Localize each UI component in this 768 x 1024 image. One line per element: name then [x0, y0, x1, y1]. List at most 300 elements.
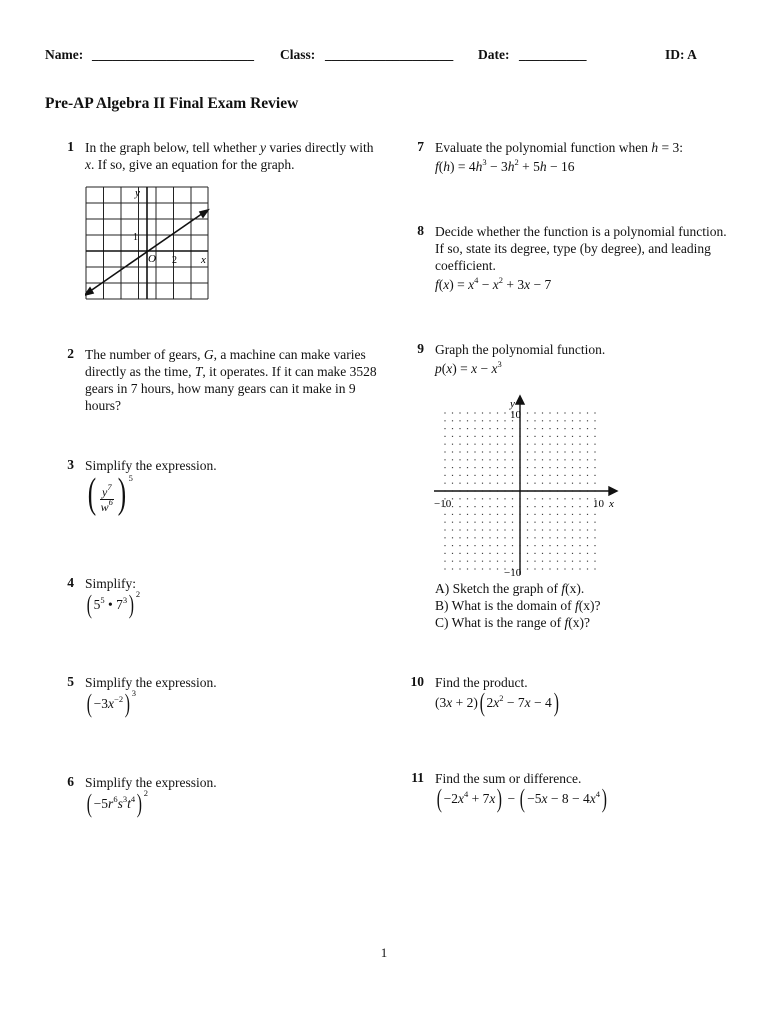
grid-dot — [534, 537, 535, 538]
grid-dot — [504, 506, 505, 507]
grid-dot — [459, 529, 460, 530]
grid-dot — [504, 459, 505, 460]
grid-dot — [444, 514, 445, 515]
grid-dot — [564, 467, 565, 468]
grid-dot — [579, 483, 580, 484]
grid-dot — [459, 537, 460, 538]
grid-dot — [452, 568, 453, 569]
grid-dot — [467, 553, 468, 554]
grid-dot — [497, 475, 498, 476]
grid-dot — [542, 436, 543, 437]
question-4: Simplify: ( $5^5$ • $7^3$) $^2$ — [85, 575, 385, 615]
grid-dot — [512, 451, 513, 452]
grid-dot — [534, 459, 535, 460]
question-number: 8 — [417, 223, 424, 238]
grid-dot — [534, 483, 535, 484]
grid-dot — [482, 522, 483, 523]
grid-dot — [527, 498, 528, 499]
grid-dot — [459, 412, 460, 413]
grid-dot — [467, 483, 468, 484]
question-number: 5 — [67, 674, 74, 689]
grid-dot — [549, 412, 550, 413]
grid-dot — [527, 444, 528, 445]
grid-dot — [452, 522, 453, 523]
grid-dot — [557, 475, 558, 476]
grid-dot — [482, 467, 483, 468]
grid-dot — [444, 428, 445, 429]
grid-dot — [467, 514, 468, 515]
grid-dot — [587, 459, 588, 460]
grid-dot — [512, 436, 513, 437]
grid-dot — [594, 483, 595, 484]
grid-dot — [467, 451, 468, 452]
grid-dot — [594, 436, 595, 437]
grid-dot — [452, 436, 453, 437]
grid-dot — [527, 537, 528, 538]
grid-dot — [497, 498, 498, 499]
grid-dot — [527, 506, 528, 507]
grid-dot — [504, 420, 505, 421]
grid-dot — [482, 420, 483, 421]
grid-x-max: 10 — [593, 498, 604, 510]
grid-dot — [467, 428, 468, 429]
grid-dot — [587, 568, 588, 569]
grid-dot — [444, 420, 445, 421]
grid-x-min: −10 — [434, 498, 452, 510]
date-line[interactable]: __________ — [519, 47, 587, 62]
grid-dot — [579, 467, 580, 468]
grid-dot — [564, 459, 565, 460]
grid-dot — [564, 475, 565, 476]
grid-dot — [557, 436, 558, 437]
grid-dot — [527, 428, 528, 429]
grid-dot — [572, 444, 573, 445]
question-number: 2 — [67, 346, 74, 361]
grid-dot — [482, 561, 483, 562]
grid-dot — [542, 451, 543, 452]
grid-dot — [497, 529, 498, 530]
grid-dot — [579, 522, 580, 523]
grid-dot — [594, 568, 595, 569]
grid-dot — [587, 553, 588, 554]
grid-dot — [557, 459, 558, 460]
question-9: Graph the polynomial function. $p(x) = x - x^3$ — [435, 341, 735, 378]
grid-dot — [587, 545, 588, 546]
grid-dot — [482, 436, 483, 437]
grid-dot — [489, 436, 490, 437]
grid-dot — [579, 498, 580, 499]
grid-dot — [489, 506, 490, 507]
exam-id: ID: A — [665, 47, 697, 62]
grid-dot — [557, 522, 558, 523]
grid-dot — [557, 529, 558, 530]
grid-dot — [489, 522, 490, 523]
grid-dot — [474, 553, 475, 554]
grid-dot — [482, 451, 483, 452]
grid-dot — [452, 529, 453, 530]
grid-dot — [534, 498, 535, 499]
grid-dot — [504, 522, 505, 523]
grid-dot — [594, 514, 595, 515]
grid-dot — [444, 561, 445, 562]
grid-dot — [459, 451, 460, 452]
grid-dot — [549, 428, 550, 429]
question-10: Find the product. (3x + 2)( $2x^2 - 7x - 4$) — [435, 674, 735, 713]
grid-dot — [489, 451, 490, 452]
grid-dot — [482, 545, 483, 546]
grid-dot — [564, 545, 565, 546]
grid-dot — [579, 506, 580, 507]
grid-dot — [564, 522, 565, 523]
grid-dot — [587, 420, 588, 421]
grid-dot — [474, 568, 475, 569]
grid-dot — [489, 428, 490, 429]
grid-dot — [579, 561, 580, 562]
grid-dot — [534, 553, 535, 554]
grid-dot — [482, 553, 483, 554]
grid-dot — [549, 553, 550, 554]
grid-dot — [527, 475, 528, 476]
grid-dot — [452, 498, 453, 499]
grid-dot — [452, 459, 453, 460]
grid-dot — [467, 436, 468, 437]
grid-dot — [557, 561, 558, 562]
grid-dot — [467, 561, 468, 562]
question-number: 11 — [411, 770, 424, 785]
grid-dot — [564, 436, 565, 437]
grid-dot — [572, 459, 573, 460]
grid-dot — [489, 553, 490, 554]
grid-dot — [489, 529, 490, 530]
grid-dot — [474, 436, 475, 437]
grid-dot — [579, 475, 580, 476]
grid-y-label: y — [510, 398, 515, 410]
grid-dot — [452, 553, 453, 554]
grid-dot — [534, 412, 535, 413]
grid-dot — [512, 514, 513, 515]
grid-dot — [594, 412, 595, 413]
grid-dot — [512, 553, 513, 554]
grid-dot — [572, 436, 573, 437]
grid-dot — [497, 514, 498, 515]
grid-dot — [579, 412, 580, 413]
grid-dot — [444, 483, 445, 484]
grid-dot — [452, 483, 453, 484]
grid-dot — [497, 483, 498, 484]
grid-dot — [579, 428, 580, 429]
grid-dot — [542, 522, 543, 523]
grid-dot — [564, 412, 565, 413]
grid-dot — [587, 436, 588, 437]
grid-dot — [579, 436, 580, 437]
grid-dot — [527, 467, 528, 468]
grid-dot — [542, 444, 543, 445]
grid-dot — [572, 498, 573, 499]
grid-dot — [489, 459, 490, 460]
expression: ( $5^5$ • $7^3$) $^2$ — [86, 589, 141, 619]
grid-dot — [527, 545, 528, 546]
grid-dot — [474, 459, 475, 460]
question-8: Decide whether the function is a polynomial function. If so, state its degree, type (by degree), and leading coefficient. $f(x) = x^4 - x^2 + 3x - 7$ — [435, 224, 727, 292]
grid-dot — [564, 514, 565, 515]
question-3: Simplify the expression. ( $\frac{y^7}{w^6}$ ) $^5$ — [85, 457, 385, 514]
grid-dot — [594, 451, 595, 452]
grid-dot — [587, 506, 588, 507]
grid-dot — [579, 545, 580, 546]
grid-dot — [459, 428, 460, 429]
grid-dot — [557, 553, 558, 554]
grid-dot — [512, 561, 513, 562]
grid-dot — [572, 451, 573, 452]
question-number: 1 — [67, 139, 74, 154]
part-b: B) What is the domain of f(x)? — [435, 598, 601, 613]
question-9-parts — [435, 580, 735, 631]
grid-dot — [557, 537, 558, 538]
grid-dot — [557, 545, 558, 546]
grid-dot — [474, 561, 475, 562]
graph-tick-label: 2 — [172, 255, 177, 266]
grid-dot — [527, 553, 528, 554]
grid-dot — [542, 506, 543, 507]
grid-dot — [564, 451, 565, 452]
grid-dot — [512, 506, 513, 507]
grid-dot — [542, 467, 543, 468]
grid-dot — [557, 412, 558, 413]
grid-dot — [497, 420, 498, 421]
grid-dot — [474, 537, 475, 538]
blank-coordinate-grid[interactable] — [430, 393, 622, 579]
part-c: C) What is the range of f(x)? — [435, 615, 590, 630]
grid-dot — [497, 451, 498, 452]
grid-dot — [497, 444, 498, 445]
grid-dot — [549, 459, 550, 460]
grid-dot — [549, 467, 550, 468]
grid-dot — [459, 467, 460, 468]
grid-dot — [452, 428, 453, 429]
grid-dot — [542, 553, 543, 554]
class-label: Class: — [280, 47, 316, 62]
grid-dot — [467, 568, 468, 569]
grid-dot — [459, 459, 460, 460]
grid-dot — [444, 529, 445, 530]
name-label: Name: — [45, 47, 84, 62]
grid-dot — [474, 420, 475, 421]
graph-x-label: x — [201, 254, 206, 266]
graph-y-label: y — [135, 187, 140, 199]
grid-dot — [489, 498, 490, 499]
grid-dot — [467, 498, 468, 499]
grid-dot — [452, 545, 453, 546]
grid-dot — [467, 475, 468, 476]
grid-dot — [474, 498, 475, 499]
grid-dot — [504, 467, 505, 468]
grid-dot — [482, 428, 483, 429]
grid-dot — [459, 436, 460, 437]
question-2: The number of gears, G, a machine can make varies directly as the time, T, it operates. If it can make 3528 gears in 7 hours, how many gears can it make in 9 hours? — [85, 347, 377, 413]
grid-dot — [444, 444, 445, 445]
grid-dot — [474, 412, 475, 413]
class-line[interactable]: ___________________ — [325, 47, 454, 62]
grid-dot — [474, 514, 475, 515]
grid-dot — [459, 561, 460, 562]
grid-dot — [557, 514, 558, 515]
grid-dot — [474, 444, 475, 445]
grid-dot — [467, 444, 468, 445]
grid-dot — [572, 420, 573, 421]
question-number: 7 — [417, 139, 424, 154]
grid-dot — [444, 568, 445, 569]
question-7: Evaluate the polynomial function when h = 3: $f(h) = 4h^3 - 3h^2 + 5h - 16$ — [435, 139, 735, 176]
grid-dot — [557, 483, 558, 484]
grid-dot — [587, 451, 588, 452]
expression: $f(x) = x^4 - x^2 + 3x - 7$ — [435, 275, 552, 292]
grid-y-max: 10 — [510, 409, 521, 421]
grid-dot — [482, 537, 483, 538]
grid-dot — [489, 420, 490, 421]
expression: ( $\frac{y^7}{w^6}$ ) $^5$ — [87, 471, 133, 517]
part-a: A) Sketch the graph of f(x). — [435, 581, 585, 596]
grid-dot — [564, 498, 565, 499]
grid-dot — [564, 506, 565, 507]
grid-dot — [579, 529, 580, 530]
question-11: Find the sum or difference. ( $-2x^4 + 7x$) − ( $-5x - 8 - 4x^4$) — [435, 770, 735, 809]
grid-dot — [504, 483, 505, 484]
grid-dot — [452, 451, 453, 452]
grid-dot — [444, 553, 445, 554]
grid-dot — [542, 475, 543, 476]
name-line[interactable]: ________________________ — [92, 47, 254, 62]
grid-dot — [542, 561, 543, 562]
grid-dot — [497, 506, 498, 507]
grid-dot — [564, 529, 565, 530]
grid-dot — [489, 412, 490, 413]
grid-dot — [557, 506, 558, 507]
grid-dot — [587, 514, 588, 515]
grid-dot — [452, 420, 453, 421]
grid-dot — [527, 561, 528, 562]
grid-dot — [467, 545, 468, 546]
grid-dot — [504, 475, 505, 476]
grid-dot — [579, 420, 580, 421]
grid-dot — [452, 475, 453, 476]
expression: ( $-2x^4 + 7x$) − ( $-5x - 8 - 4x^4$) — [436, 784, 607, 813]
grid-dot — [512, 522, 513, 523]
grid-dot — [557, 428, 558, 429]
grid-dot — [587, 467, 588, 468]
grid-dot — [534, 451, 535, 452]
grid-dot — [527, 529, 528, 530]
grid-dot — [497, 428, 498, 429]
grid-dot — [534, 561, 535, 562]
grid-dot — [557, 420, 558, 421]
grid-dot — [482, 412, 483, 413]
grid-dot — [482, 498, 483, 499]
grid-dot — [572, 514, 573, 515]
question-number: 6 — [67, 774, 74, 789]
grid-dot — [489, 545, 490, 546]
grid-dot — [474, 529, 475, 530]
grid-dot — [557, 568, 558, 569]
grid-dot — [467, 412, 468, 413]
grid-dot — [542, 529, 543, 530]
grid-dot — [549, 444, 550, 445]
grid-dot — [534, 467, 535, 468]
grid-dot — [527, 514, 528, 515]
grid-dot — [594, 475, 595, 476]
page-title: Pre-AP Algebra II Final Exam Review — [45, 95, 299, 112]
grid-dot — [594, 545, 595, 546]
grid-dot — [542, 412, 543, 413]
grid-dot — [444, 545, 445, 546]
grid-dot — [542, 483, 543, 484]
grid-dot — [542, 514, 543, 515]
grid-dot — [452, 506, 453, 507]
grid-dot — [512, 444, 513, 445]
grid-dot — [444, 475, 445, 476]
grid-dot — [557, 444, 558, 445]
grid-dot — [527, 522, 528, 523]
grid-dot — [549, 436, 550, 437]
grid-dot — [497, 568, 498, 569]
grid-dot — [482, 483, 483, 484]
grid-dot — [489, 561, 490, 562]
grid-dot — [504, 412, 505, 413]
date-label: Date: — [478, 47, 510, 62]
grid-dot — [474, 467, 475, 468]
grid-dot — [579, 514, 580, 515]
grid-dot — [557, 467, 558, 468]
grid-dot — [549, 506, 550, 507]
grid-dot — [467, 420, 468, 421]
grid-dot — [504, 553, 505, 554]
grid-dot — [489, 537, 490, 538]
grid-dot — [549, 545, 550, 546]
grid-dot — [512, 459, 513, 460]
graph-tick-label: 1 — [133, 232, 138, 243]
grid-dot — [572, 412, 573, 413]
grid-dot — [527, 436, 528, 437]
expression: (3x + 2)( $2x^2 - 7x - 4$) — [435, 688, 559, 717]
grid-dot — [504, 451, 505, 452]
question-number: 4 — [67, 575, 74, 590]
grid-dot — [474, 522, 475, 523]
grid-dot — [594, 561, 595, 562]
grid-dot — [452, 561, 453, 562]
grid-dot — [542, 428, 543, 429]
grid-dot — [512, 483, 513, 484]
grid-dot — [557, 451, 558, 452]
question-number: 9 — [417, 341, 424, 356]
question-number: 3 — [67, 457, 74, 472]
grid-dot — [497, 537, 498, 538]
grid-dot — [504, 444, 505, 445]
grid-dot — [504, 436, 505, 437]
grid-dot — [587, 529, 588, 530]
direct-variation-graph — [85, 186, 211, 302]
grid-dot — [474, 451, 475, 452]
grid-dot — [497, 436, 498, 437]
grid-dot — [534, 529, 535, 530]
grid-dot — [482, 475, 483, 476]
grid-dot — [534, 522, 535, 523]
grid-dot — [572, 561, 573, 562]
grid-dot — [504, 428, 505, 429]
grid-dot — [579, 568, 580, 569]
grid-dot — [452, 537, 453, 538]
grid-dot — [534, 475, 535, 476]
grid-dot — [527, 412, 528, 413]
question-5: Simplify the expression. ( $-3x^{-2}$) $^3$ — [85, 674, 385, 714]
